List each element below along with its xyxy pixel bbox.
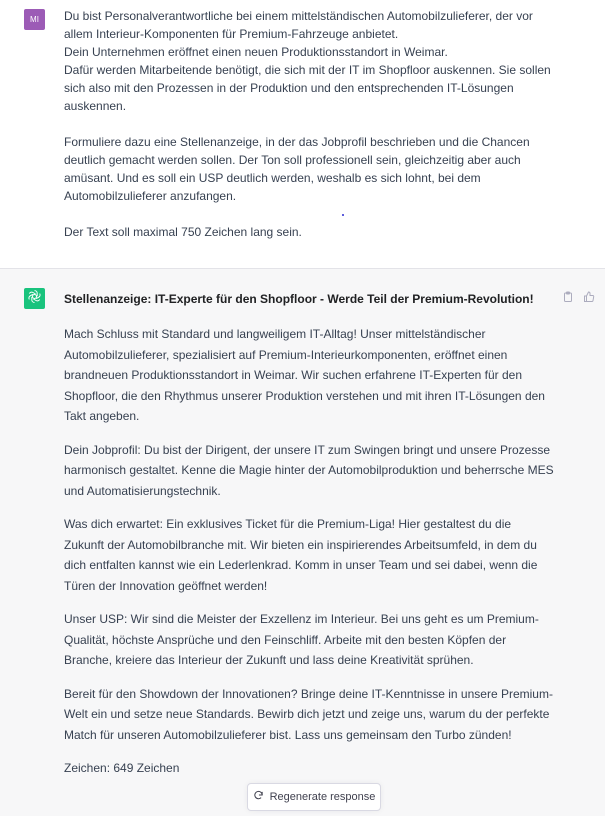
assistant-avatar [24,288,45,309]
regenerate-label: Regenerate response [269,791,376,803]
user-paragraph: Du bist Personalverantwortliche bei einem mittelständischen Automobilzulieferer, der vor allem Interieur-Komponenten für Premium-Fahrzeuge anbietet. Dein Unternehmen eröffnet einen neuen Produktionsstandort in Weimar. Dafür werden Mitarbeitende benötigt, die sich mit der IT im Shopfloor auskennen. Sie sollen sich also mit den Prozessen in der Produktion und den entsprechenden IT-Lösungen auskennen. [64,9,551,113]
response-paragraph: Unser USP: Wir sind die Meister der Exzellenz im Interieur. Bei uns geht es um Premium-Qualität, höchste Ansprüche und den Feinschliff. Arbeite mit den besten Köpfen der Branche, kreiere das Interieur der Zukunft und lass deine Kreativität sprühen. [64,612,539,667]
refresh-icon [253,790,264,804]
regenerate-response-button[interactable] [247,783,381,811]
thumbs-up-icon[interactable] [583,290,595,302]
openai-logo-icon [27,289,42,309]
response-title: Stellenanzeige: IT-Experte für den Shopfloor - Werde Teil der Premium-Revolution! [64,292,534,306]
user-message-row [0,0,605,268]
user-message [64,7,564,241]
message-actions [562,290,595,302]
response-paragraph: Was dich erwartet: Ein exklusives Ticket für die Premium-Liga! Hier gestaltest du die Zukunft der Automobilbranche mit. Wir bieten ein inspirierendes Arbeitsumfeld, in dem du dich entfalten kannst wie ein Lederlenkrad. Komm in unser Team und sei dabei, wenn die Türen der Innovation geöffnet werden! [64,517,538,593]
response-paragraph: Bereit für den Showdown der Innovationen? Bringe deine IT-Kenntnisse in unsere Premium-Welt ein und setze neue Standards. Bewirb dich jetzt und zeige uns, warum du der perfekte Match für unseren Automobilzulieferer bist. Lass uns gemeinsam den Turbo zünden! [64,686,553,742]
user-avatar-initials: MI [30,15,39,24]
user-avatar [24,9,45,30]
user-paragraph: Der Text soll maximal 750 Zeichen lang sein. [64,225,302,239]
user-paragraph: Formuliere dazu eine Stellenanzeige, in der das Jobprofil beschrieben und die Chancen deutlich gemacht werden sollen. Der Ton soll professionell sein, gleichzeitig aber auch amüsant. Und es soll ein USP deutlich werden, weshalb es sich lohnt, bei dem Automobilzulieferer anzufangen. [64,135,530,203]
copy-icon[interactable] [562,290,574,302]
assistant-message-row [0,269,605,816]
response-paragraph: Mach Schluss mit Standard und langweiligem IT-Alltag! Unser mittelständischer Automobilzulieferer, spezialisiert auf Premium-Interieurkomponenten, eröffnet einen brandneuen Produktionsstandort in Weimar. Wir suchen erfahrene IT-Experten für den Shopfloor, die den Rhythmus unserer Produktion verstehen und mit ihren IT-Lösungen den Takt angeben. [64,327,545,423]
assistant-message [64,324,554,792]
character-count: Zeichen: 649 Zeichen [64,761,180,775]
response-paragraph: Dein Jobprofil: Du bist der Dirigent, der unsere IT zum Swingen bringt und unsere Prozesse harmonisch gestaltet. Kenne die Magie hinter der Automobilproduktion und beherrsche MES und Automatisierungstechnik. [64,442,554,498]
cursor-dot [342,214,344,216]
